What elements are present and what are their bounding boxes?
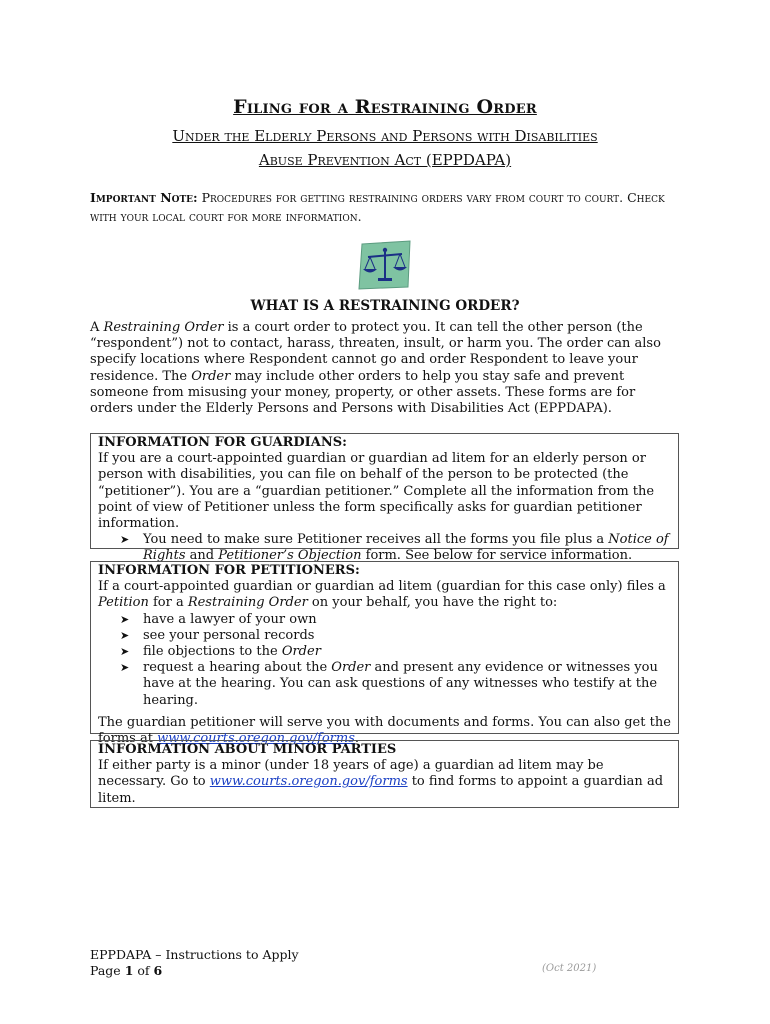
page-subtitle-line1: Under the Elderly Persons and Persons with Disabilities (172, 127, 598, 145)
guardians-bullet-em1: Notice of Rights (143, 532, 669, 564)
intro-em-order: Order (191, 368, 231, 384)
guardians-heading: INFORMATION FOR GUARDIANS: (98, 435, 347, 450)
guardians-text: If you are a court-appointed guardian or guardian ad litem for an elderly person or person with disabilities, you can file on behalf of the person to be protected (the “petitioner”). You are a “guardian petitioner.” Complete all the information from the point of view of Petitioner unless the form specifically asks for guardian petitioner information. (98, 451, 655, 532)
forms-link[interactable]: www.courts.oregon.gov/forms (209, 774, 408, 790)
important-note-lead: Important Note: (90, 190, 198, 205)
intro-paragraph (90, 320, 680, 417)
revision-date: (Oct 2021) (542, 963, 597, 974)
page-total: 6 (153, 963, 163, 978)
forms-link[interactable]: www.courts.oregon.gov/forms (157, 731, 355, 747)
guardians-list (98, 532, 671, 564)
petitioners-item-4-em: Order (331, 660, 371, 676)
footer-doc-title: EPPDAPA – Instructions to Apply (90, 947, 299, 962)
right-arrowhead-icon: ➤ (120, 612, 130, 626)
page-current: 1 (124, 963, 134, 978)
petitioners-item-3-em: Order (281, 644, 321, 660)
petitioners-rights-list (98, 612, 671, 709)
petitioners-closing-text: The guardian petitioner will serve you with documents and forms. You can also get the forms at (98, 714, 671, 747)
right-arrowhead-icon: ➤ (120, 628, 130, 642)
list-item (120, 660, 671, 709)
guardians-bullet-em2: Petitioner’s Objection (218, 548, 362, 564)
petitioners-em-petition: Petition (98, 595, 149, 611)
list-item (120, 644, 671, 660)
petitioners-em-restraining-order: Restraining Order (187, 595, 308, 611)
petitioners-closing-end: . (354, 731, 360, 747)
petitioners-text-c: on your behalf, you have the right to: (307, 595, 558, 611)
page-subtitle-line2: Abuse Prevention Act (EPPDAPA) (258, 151, 512, 169)
petitioners-item-4-b: and present any evidence or witnesses you have at the hearing. You can ask questions of any witnesses who testify at the hearing. (143, 660, 658, 708)
intro-text-1: A (90, 320, 104, 335)
minor-parties-info-box (90, 740, 679, 808)
guardians-bullet-text-b: and (185, 548, 219, 564)
list-item (120, 532, 671, 564)
petitioners-heading: INFORMATION FOR PETITIONERS: (98, 563, 360, 578)
guardians-info-box (90, 433, 679, 564)
list-item (120, 628, 671, 644)
petitioners-info-box (90, 561, 679, 747)
list-item (120, 612, 671, 628)
petitioners-text-a: If a court-appointed guardian or guardian ad litem (guardian for this case only) files a (98, 579, 666, 595)
petitioners-text-b: for a (148, 595, 188, 611)
minors-text (98, 758, 671, 807)
petitioners-text (98, 579, 671, 611)
important-note-text: Procedures for getting restraining orders vary from court to court. Check with your local court for more information. (90, 190, 665, 224)
section-heading: WHAT IS A RESTRAINING ORDER? (250, 298, 520, 314)
intro-em-restraining-order: Restraining Order (103, 320, 224, 335)
right-arrowhead-icon: ➤ (120, 645, 130, 659)
page-footer (90, 947, 299, 979)
petitioners-item-4-a: request a hearing about the (143, 660, 332, 676)
right-arrowhead-icon: ➤ (120, 533, 130, 547)
petitioners-item-2: see your personal records (143, 627, 315, 643)
minors-heading: INFORMATION ABOUT MINOR PARTIES (98, 742, 397, 757)
guardians-bullet-text-c: form. See below for service information. (361, 548, 633, 564)
guardians-bullet-text-a: You need to make sure Petitioner receives all the forms you file plus a (143, 532, 609, 548)
page-title: Filing for a Restraining Order (233, 96, 537, 118)
minors-text-a: If either party is a minor (under 18 years of age) a guardian ad litem may be necessary. Go to (98, 758, 604, 790)
minors-text-b: to find forms to appoint a guardian ad litem. (98, 774, 664, 806)
page-prefix: Page (90, 963, 125, 978)
page-of: of (133, 963, 154, 978)
right-arrowhead-icon: ➤ (120, 661, 130, 675)
intro-text-2: is a court order to protect you. It can tell the other person (the “respondent”) not to contact, harass, threaten, insult, or harm you. The order can also specify locations where Respondent cannot go and order Respondent to leave your residence. The (90, 320, 661, 384)
important-note (90, 188, 690, 226)
petitioners-item-1: have a lawyer of your own (143, 611, 317, 627)
petitioners-item-3: file objections to the (143, 644, 282, 660)
scales-of-justice-icon (356, 240, 414, 290)
page-number (90, 963, 299, 979)
intro-text-3: may include other orders to help you stay safe and prevent someone from misusing your money, property, or other assets. These forms are for orders under the Elderly Persons and Persons with Disabilities Act (EPPDAPA). (90, 368, 636, 417)
